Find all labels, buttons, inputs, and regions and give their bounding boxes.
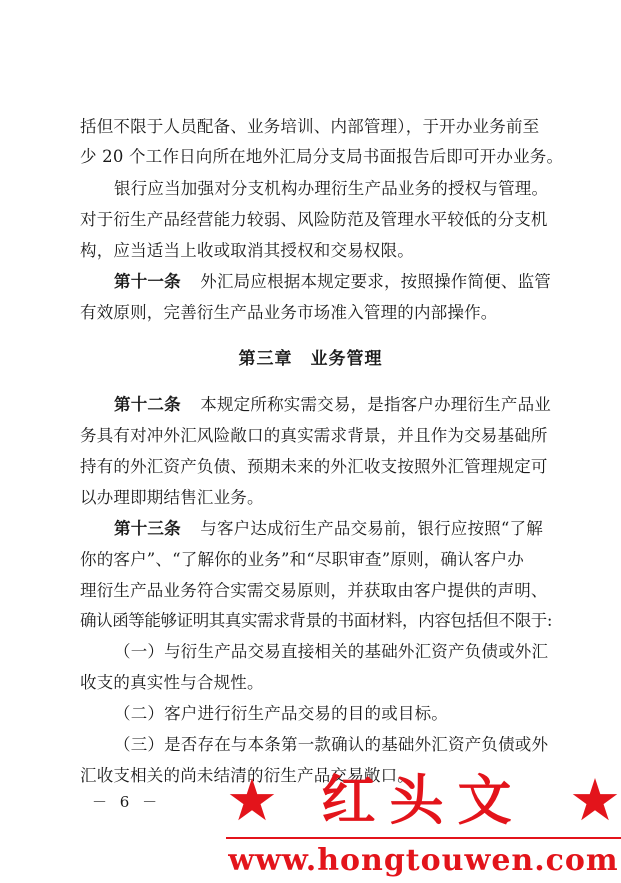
text-line: 括但不限于人员配备、业务培训、内部管理），于开办业务前至 — [80, 117, 540, 136]
list-item: （一）与衍生产品交易直接相关的基础外汇资产负债或外汇 — [114, 642, 549, 661]
text-line: 理衍生产品业务符合实需交易原则，并获取由客户提供的声明、 — [80, 581, 548, 600]
text-line: 持有的外汇资产负债、预期未来的外汇收支按照外汇管理规定可 — [80, 457, 548, 476]
text-line: 收支的真实性与合规性。 — [80, 673, 264, 692]
article-11-label: 第十一条 — [114, 272, 181, 291]
star-icon: ★ — [226, 766, 278, 834]
list-item: （二）客户进行衍生产品交易的目的或目标。 — [114, 704, 448, 723]
text-line: 对于衍生产品经营能力较弱、风险防范及管理水平较低的分支机 — [80, 210, 548, 229]
page-number: － 6 － — [92, 793, 162, 811]
article-11-paragraph — [114, 271, 550, 293]
watermark-url: www.hongtouwen.com — [228, 843, 619, 878]
article-12-label: 第十二条 — [114, 395, 181, 414]
text-line: 务具有对冲外汇风险敞口的真实需求背景，并且作为交易基础所 — [80, 426, 548, 445]
text-line: 有效原则，完善衍生产品业务市场准入管理的内部操作。 — [80, 303, 498, 322]
text-line: 汇收支相关的尚未结清的衍生产品交易敞口。 — [80, 766, 414, 785]
text-line: 你的客户”、“了解你的业务”和“尽职审查”原则，确认客户办 — [80, 550, 524, 569]
watermark-divider — [226, 837, 621, 839]
watermark-title-row — [226, 764, 621, 836]
article-13-paragraph — [114, 518, 550, 540]
text-line: 确认函等能够证明其真实需求背景的书面材料，内容包括但不限于: — [80, 611, 553, 630]
text-line: 外汇局应根据本规定要求，按照操作简便、监管 — [200, 272, 551, 291]
text-line: 本规定所称实需交易，是指客户办理衍生产品业 — [200, 395, 551, 414]
star-icon: ★ — [569, 766, 621, 834]
list-item: （三）是否存在与本条第一款确认的基础外汇资产负债或外 — [114, 735, 549, 754]
text-line: 少 20 个工作日向所在地外汇局分支局书面报告后即可开办业务。 — [80, 147, 564, 166]
article-12-paragraph — [114, 394, 550, 416]
text-line: 与客户达成衍生产品交易前，银行应按照“了解 — [200, 519, 543, 538]
text-line: 构，应当适当上收或取消其授权和交易权限。 — [80, 241, 414, 260]
article-13-label: 第十三条 — [114, 519, 181, 538]
watermark-logo — [226, 762, 621, 883]
chapter-heading: 第三章 业务管理 — [238, 349, 383, 369]
watermark-title: 红头文 — [321, 768, 526, 832]
text-line: 以办理即期结售汇业务。 — [80, 488, 264, 507]
text-line: 银行应当加强对分支机构办理衍生产品业务的授权与管理。 — [114, 179, 549, 198]
